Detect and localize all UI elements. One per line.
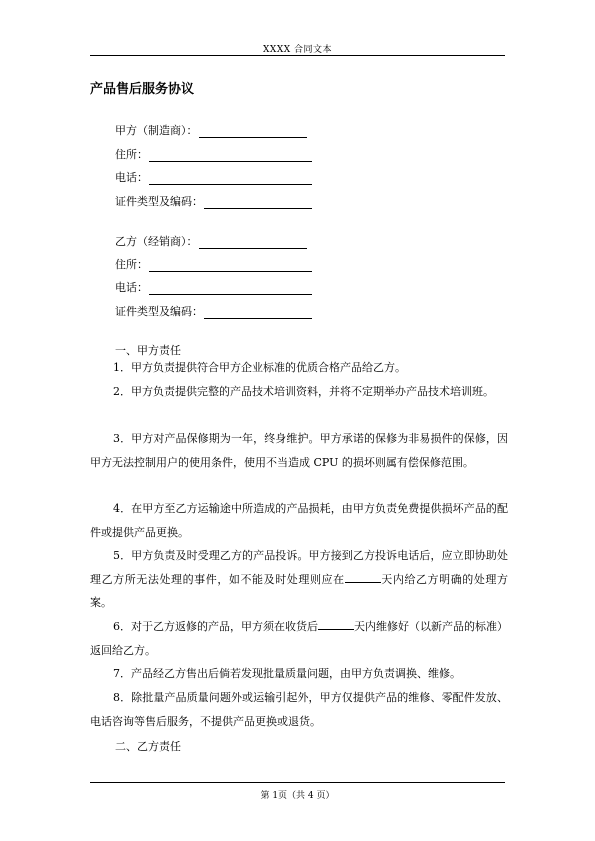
party-b-address-field: [115, 258, 312, 272]
clause-6-days-blank[interactable]: [318, 619, 354, 630]
clause-1: 1．甲方负责提供符合甲方企业标准的优质合格产品给乙方。: [113, 361, 406, 374]
party-b-name-blank[interactable]: [199, 236, 307, 249]
clause-5: [90, 544, 508, 615]
party-b-phone-blank[interactable]: [149, 282, 312, 295]
party-a-id-field: [115, 195, 312, 209]
section-heading-party-a: 一、甲方责任: [115, 344, 181, 357]
clause-2: 2．甲方负责提供完整的产品技术培训资料，并将不定期举办产品技术培训班。: [113, 385, 494, 398]
party-b-address-blank[interactable]: [149, 259, 312, 272]
clause-8: 8．除批量产品质量问题外或运输引起外，甲方仅提供产品的维修、零配件发放、电话咨询等售后服务，不提供产品更换或退货。: [90, 691, 508, 728]
party-b-address-label: 住所：: [115, 258, 148, 271]
party-b-name-field: [115, 235, 307, 249]
party-a-id-label: 证件类型及编码：: [115, 195, 203, 208]
party-b-phone-field: [115, 281, 312, 295]
clause-6: [90, 615, 508, 662]
party-a-phone-field: [115, 171, 312, 185]
clause-5-days-blank[interactable]: [345, 572, 381, 583]
party-a-name-field: [115, 124, 307, 138]
clause-7: 7．产品经乙方售出后倘若发现批量质量问题，由甲方负责调换、维修。: [113, 667, 461, 680]
clause-5-text-b: 天内给乙方明确的处理方案。: [90, 572, 509, 610]
party-a-phone-label: 电话：: [115, 171, 148, 184]
clause-3: 3．甲方对产品保修期为一年，终身维护。甲方承诺的保修为非易损件的保修，因甲方无法控制用户的使用条件，使用不当造成 CPU 的损坏则属有偿保修范围。: [90, 432, 508, 469]
page-footer: 第 1页（共 4 页）: [260, 791, 335, 801]
party-a-name-blank[interactable]: [199, 125, 307, 138]
section-heading-party-b: 二、乙方责任: [115, 740, 181, 753]
header-divider: [90, 55, 505, 56]
party-b-id-field: [115, 305, 312, 319]
party-a-id-blank[interactable]: [204, 196, 312, 209]
party-b-phone-label: 电话：: [115, 281, 148, 294]
party-a-address-blank[interactable]: [149, 149, 312, 162]
party-b-id-label: 证件类型及编码：: [115, 305, 203, 318]
document-title: 产品售后服务协议: [90, 82, 195, 97]
clause-6-text-a: 6．对于乙方返修的产品，甲方须在收货后: [113, 620, 318, 633]
clause-5-text-a: 5．甲方负责及时受理乙方的产品投诉。甲方接到乙方投诉电话后，应立即协助处理乙方所无法处理的事件，如不能及时处理则应在: [90, 549, 508, 586]
party-b-id-blank[interactable]: [204, 306, 312, 319]
party-a-address-field: [115, 148, 312, 162]
party-a-phone-blank[interactable]: [149, 172, 312, 185]
party-a-name-label: 甲方（制造商）：: [115, 124, 198, 137]
footer-divider: [90, 782, 505, 783]
party-b-name-label: 乙方（经销商）：: [115, 235, 198, 248]
clause-6-text-b: 天内维修好（以新产品的标准）返回给乙方。: [90, 620, 508, 657]
party-a-address-label: 住所：: [115, 148, 148, 161]
page-header: XXXX 合同文本: [263, 45, 332, 55]
clause-4: 4．在甲方至乙方运输途中所造成的产品损耗，由甲方负责免费提供损坏产品的配件或提供产品更换。: [90, 502, 508, 539]
